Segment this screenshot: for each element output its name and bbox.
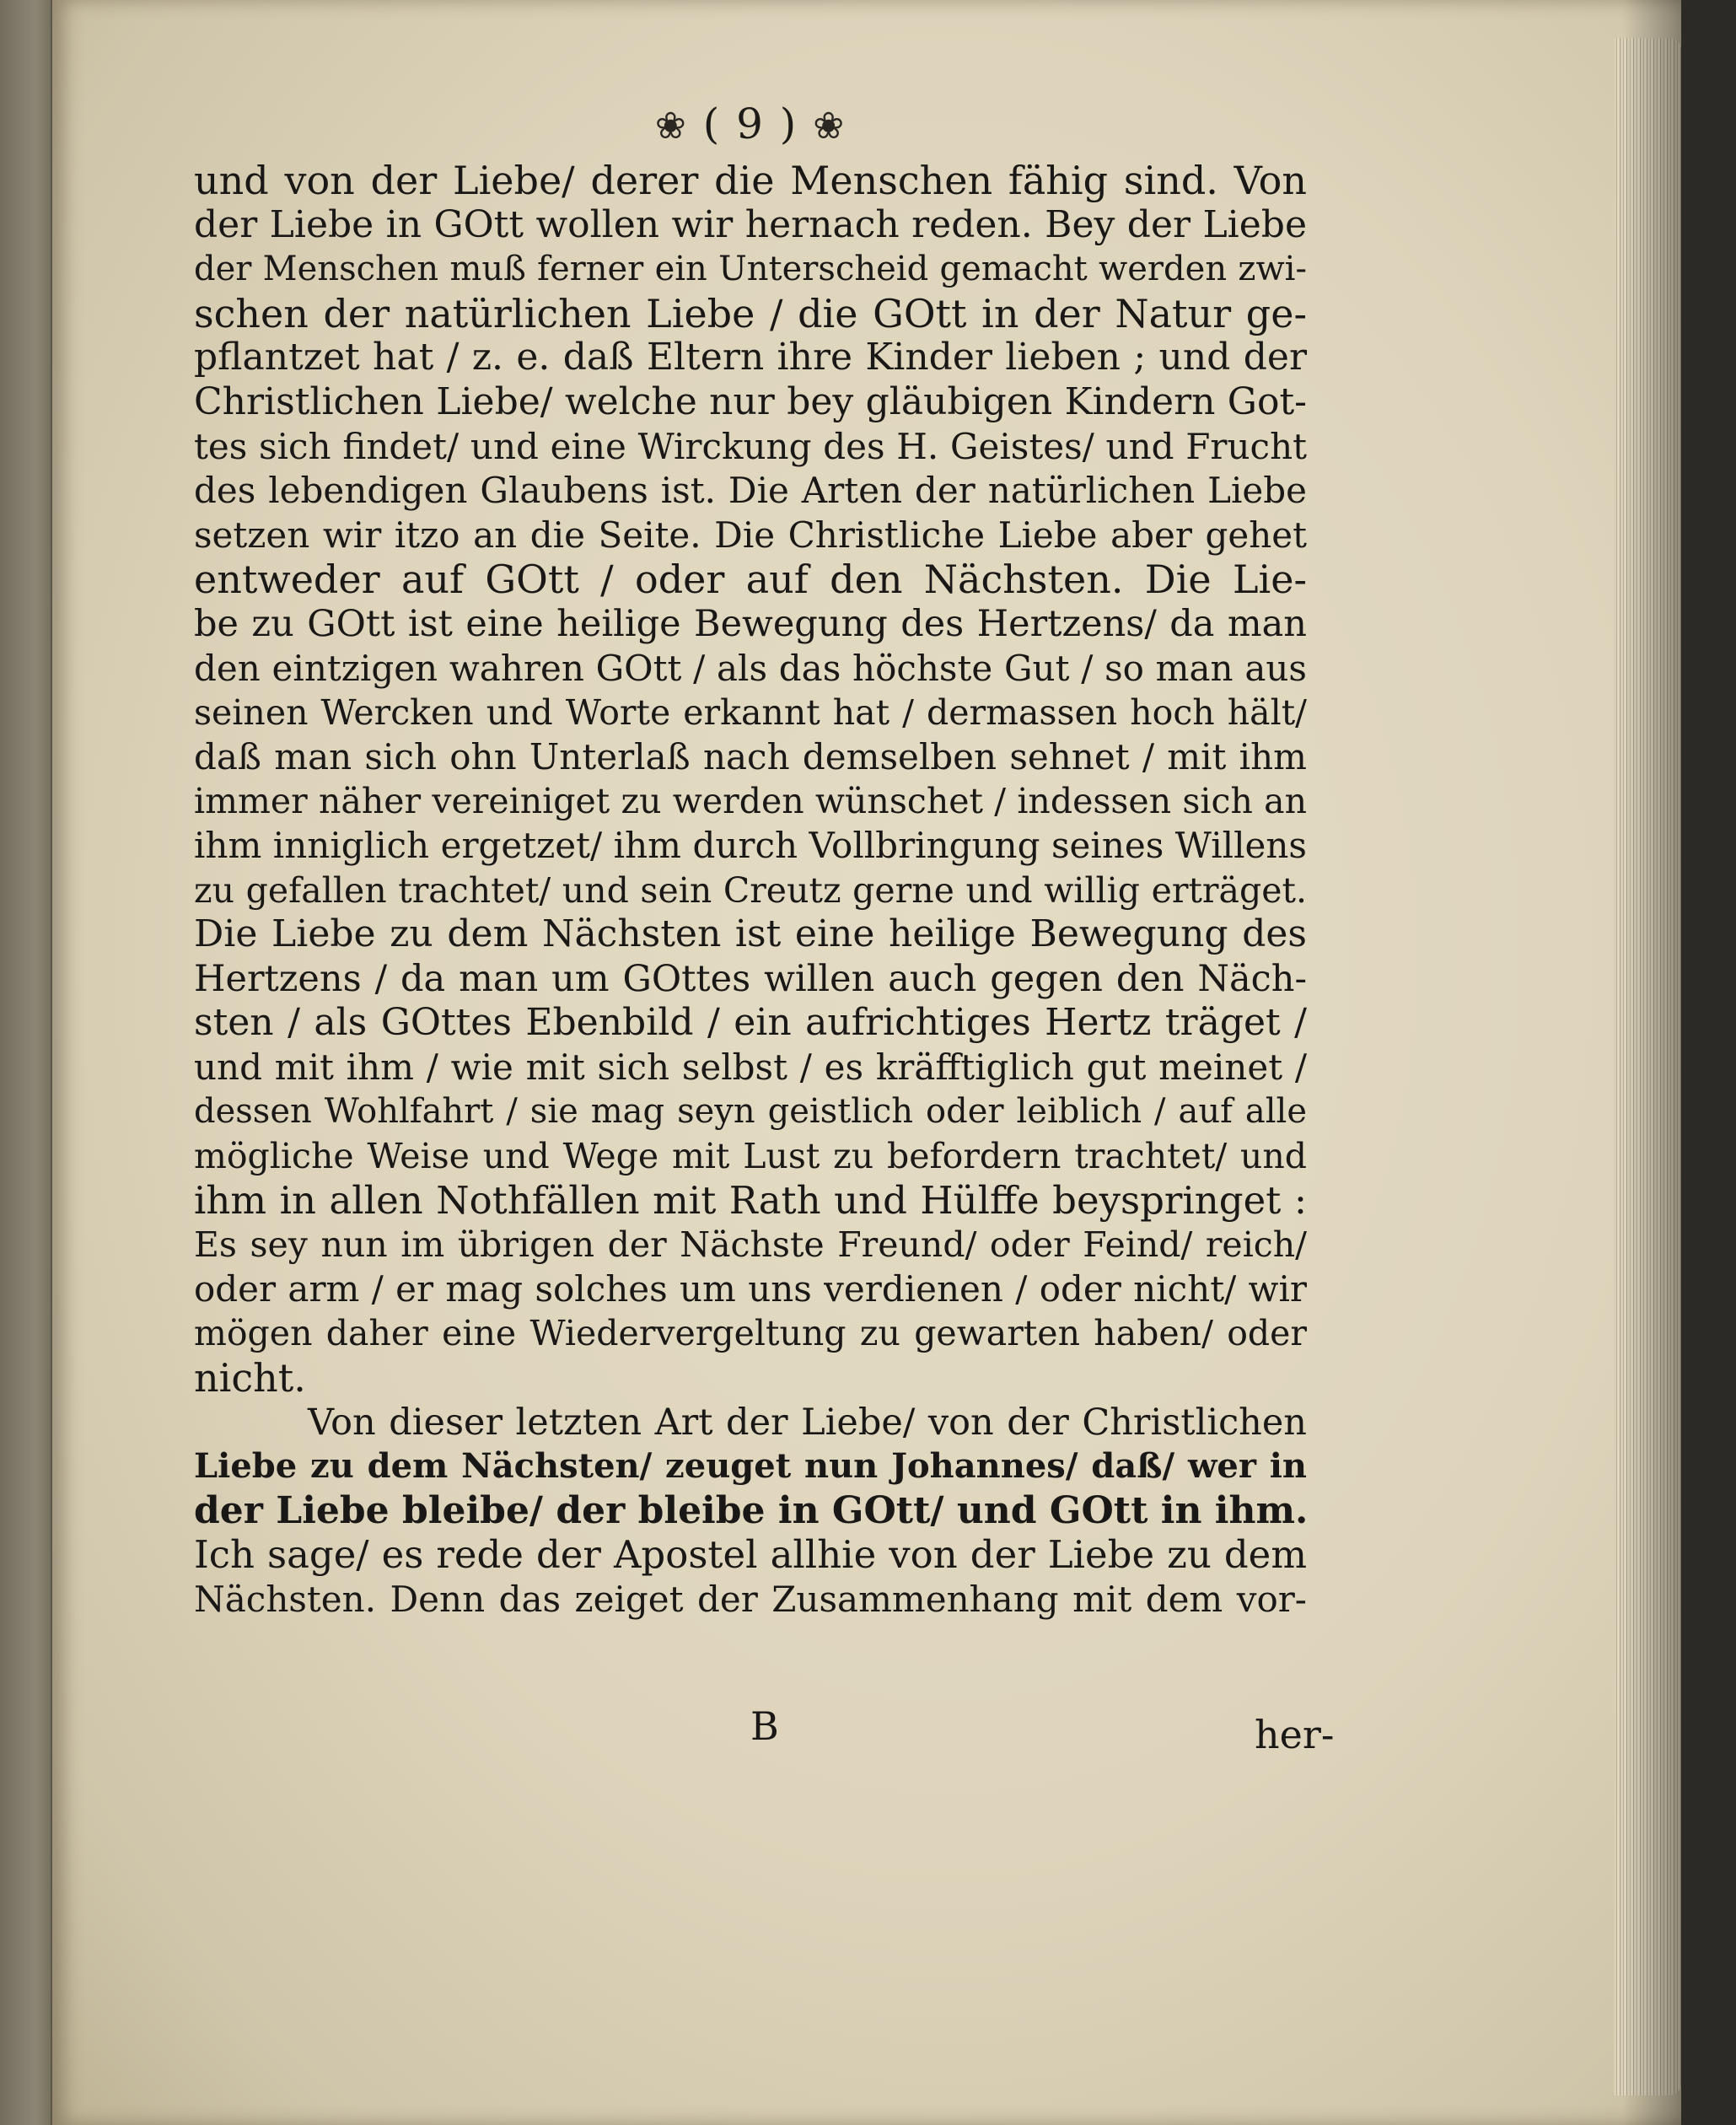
text-line: oder arm / er mag solches um uns verdienen / oder nicht/ wir — [194, 1267, 1307, 1310]
text-line: mögen daher eine Wiedervergeltung zu gewarten haben/ oder — [194, 1313, 1307, 1354]
text-line: zu gefallen trachtet/ und sein Creutz gerne und willig erträget. — [194, 869, 1307, 911]
text-line: Ich sage/ es rede der Apostel allhie von der Liebe zu dem — [194, 1532, 1307, 1578]
text-line: der Liebe bleibe/ der bleibe in GOtt/ und GOtt in ihm. — [194, 1488, 1309, 1532]
text-line: mögliche Weise und Wege mit Lust zu befordern trachtet/ und — [194, 1136, 1307, 1177]
right-ornament-icon: ❀ — [813, 105, 847, 148]
text-line: und mit ihm / wie mit sich selbst / es kräfftiglich gut meinet / — [194, 1046, 1307, 1088]
text-line: daß man sich ohn Unterlaß nach demselben sehnet / mit ihm — [194, 735, 1307, 777]
previous-page-edge — [0, 0, 51, 2125]
text-line: Hertzens / da man um GOttes willen auch gegen den Näch- — [194, 957, 1307, 1000]
text-line: sten / als GOttes Ebenbild / ein aufrichtiges Hertz träget / — [194, 1001, 1307, 1045]
text-line: ihm inniglich ergetzet/ ihm durch Vollbringung seines Willens — [194, 824, 1307, 866]
text-line: Liebe zu dem Nächsten/ zeuget nun Johannes/ daß/ wer in — [194, 1446, 1307, 1487]
signature-mark: B — [750, 1703, 779, 1749]
left-ornament-icon: ❀ — [654, 105, 688, 148]
page-header — [615, 100, 885, 148]
text-line: und von der Liebe/ derer die Menschen fähig sind. Von — [194, 158, 1307, 203]
text-line: nicht. — [194, 1355, 306, 1401]
page-number: ( 9 ) — [702, 100, 798, 148]
text-line: entweder auf GOtt / oder auf den Nächsten. Die Lie- — [194, 557, 1307, 603]
text-line: be zu GOtt ist eine heilige Bewegung des Hertzens/ da man — [194, 602, 1307, 645]
text-line: der Menschen muß ferner ein Unterscheid gemacht werden zwi- — [194, 250, 1307, 289]
text-line: schen der natürlichen Liebe / die GOtt in der Natur ge- — [194, 290, 1307, 336]
text-line: Christlichen Liebe/ welche nur bey gläubigen Kindern Got- — [194, 379, 1307, 423]
text-line: Es sey nun im übrigen der Nächste Freund/ oder Feind/ reich/ — [194, 1224, 1307, 1266]
text-line: der Liebe in GOtt wollen wir hernach reden. Bey der Liebe — [194, 202, 1307, 246]
catchword: her- — [1255, 1712, 1335, 1757]
text-line: immer näher vereiniget zu werden wünschet / indessen sich an — [194, 781, 1307, 822]
text-line: den eintzigen wahren GOtt / als das höchste Gut / so man aus — [194, 647, 1307, 689]
page-block-edges — [1614, 38, 1681, 2095]
body-text — [194, 159, 1307, 1622]
text-line: Von dieser letzten Art der Liebe/ von der Christlichen — [308, 1401, 1307, 1444]
text-line: Die Liebe zu dem Nächsten ist eine heilige Bewegung des — [194, 912, 1307, 956]
text-line: pflantzet hat / z. e. daß Eltern ihre Kinder lieben ; und der — [194, 336, 1307, 379]
text-line: ihm in allen Nothfällen mit Rath und Hülffe beyspringet : — [194, 1177, 1307, 1223]
text-line: des lebendigen Glaubens ist. Die Arten der natürlichen Liebe — [194, 470, 1307, 512]
text-line: Nächsten. Denn das zeiget der Zusammenhang mit dem vor- — [194, 1579, 1307, 1620]
text-line: setzen wir itzo an die Seite. Die Christliche Liebe aber gehet — [194, 514, 1307, 556]
text-line: dessen Wohlfahrt / sie mag seyn geistlich oder leiblich / auf alle — [194, 1092, 1307, 1132]
text-line: tes sich findet/ und eine Wirckung des H. Geistes/ und Frucht — [194, 425, 1307, 467]
text-line: seinen Wercken und Worte erkannt hat / dermassen hoch hält/ — [194, 692, 1307, 734]
